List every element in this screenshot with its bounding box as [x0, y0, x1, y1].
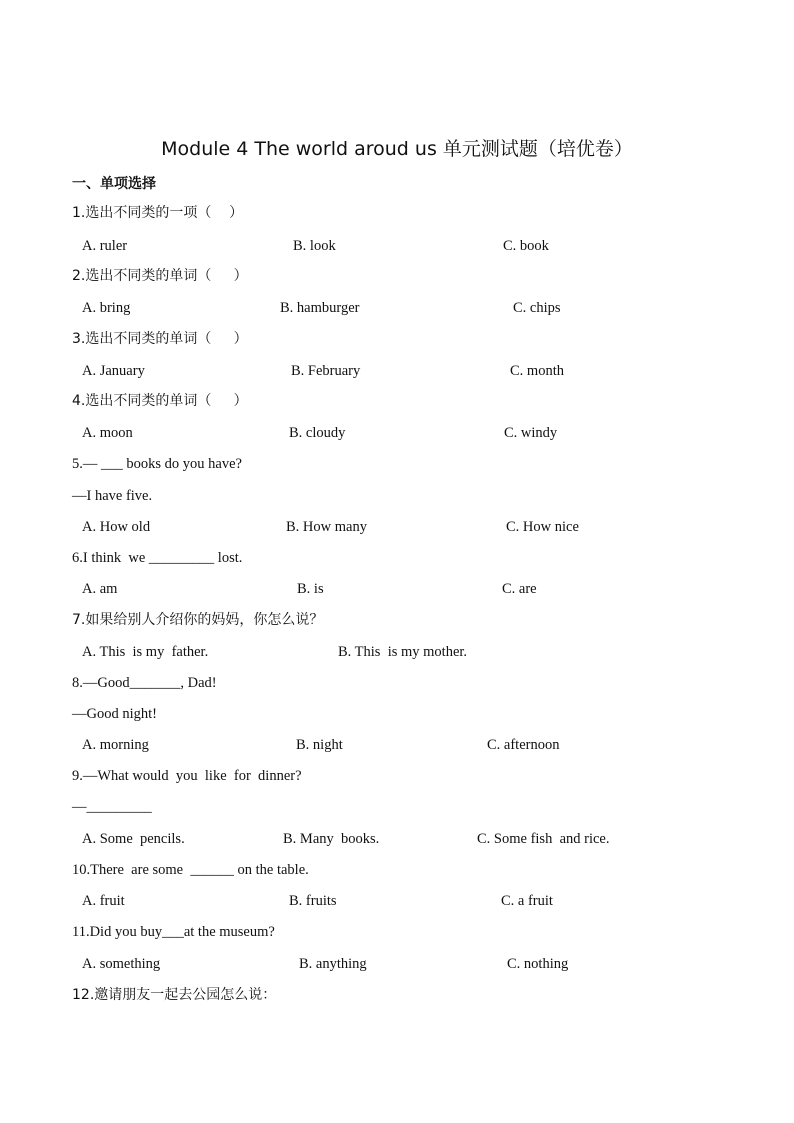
- question-11-stem: 11.Did you buy___at the museum?: [72, 924, 275, 940]
- question-8-option-c: C. afternoon: [487, 737, 560, 753]
- question-5-option-a: A. How old: [82, 519, 151, 535]
- question-5-option-c: C. How nice: [506, 519, 579, 535]
- question-8-option-a: A. morning: [82, 737, 149, 753]
- question-6-option-b: B. is: [297, 581, 324, 597]
- question-2-option-a: A. bring: [82, 300, 131, 316]
- question-9-option-c: C. Some fish and rice.: [477, 831, 610, 847]
- question-11-option-b: B. anything: [299, 956, 367, 972]
- question-9-option-a: A. Some pencils.: [82, 831, 185, 847]
- question-2-option-c: C. chips: [513, 300, 561, 316]
- question-6-option-c: C. are: [502, 581, 537, 597]
- question-1-stem: 1.选出不同类的一项（ ）: [72, 205, 244, 221]
- section-heading: 一、单项选择: [72, 176, 156, 192]
- question-11-option-c: C. nothing: [507, 956, 569, 972]
- question-8-stem: 8.—Good_______, Dad!: [72, 675, 217, 691]
- question-1-option-a: A. ruler: [82, 238, 128, 254]
- question-10-option-a: A. fruit: [82, 893, 125, 909]
- question-1-option-b: B. look: [293, 238, 336, 254]
- question-8-option-b: B. night: [296, 737, 343, 753]
- question-4-option-b: B. cloudy: [289, 425, 346, 441]
- question-9-answer-blank: —_________: [72, 799, 152, 815]
- question-5-stem: 5.— ___ books do you have?: [72, 456, 242, 472]
- question-4-stem: 4.选出不同类的单词（ ）: [72, 393, 248, 409]
- question-3-option-b: B. February: [291, 363, 361, 379]
- question-8-dialogue-reply: —Good night!: [72, 706, 157, 722]
- question-7-option-b: B. This is my mother.: [338, 644, 468, 660]
- question-3-option-a: A. January: [82, 363, 145, 379]
- question-3-stem: 3.选出不同类的单词（ ）: [72, 331, 248, 347]
- question-5-dialogue-reply: —I have five.: [72, 488, 153, 504]
- document-title: Module 4 The world aroud us 单元测试题（培优卷）: [161, 138, 633, 160]
- question-10-option-b: B. fruits: [289, 893, 337, 909]
- question-4-option-a: A. moon: [82, 425, 133, 441]
- question-5-option-b: B. How many: [286, 519, 367, 535]
- question-12-stem: 12.邀请朋友一起去公园怎么说：: [72, 987, 277, 1003]
- question-7-option-a: A. This is my father.: [82, 644, 209, 660]
- question-7-stem: 7.如果给别人介绍你的妈妈，你怎么说？: [72, 612, 324, 628]
- question-9-stem: 9.—What would you like for dinner?: [72, 768, 302, 784]
- question-2-stem: 2.选出不同类的单词（ ）: [72, 268, 248, 284]
- question-4-option-c: C. windy: [504, 425, 558, 441]
- question-2-option-b: B. hamburger: [280, 300, 360, 316]
- question-3-option-c: C. month: [510, 363, 564, 379]
- question-9-option-b: B. Many books.: [283, 831, 380, 847]
- question-11-option-a: A. something: [82, 956, 161, 972]
- question-6-stem: 6.I think we _________ lost.: [72, 550, 243, 566]
- question-10-stem: 10.There are some ______ on the table.: [72, 862, 309, 878]
- question-6-option-a: A. am: [82, 581, 118, 597]
- question-10-option-c: C. a fruit: [501, 893, 553, 909]
- question-1-option-c: C. book: [503, 238, 549, 254]
